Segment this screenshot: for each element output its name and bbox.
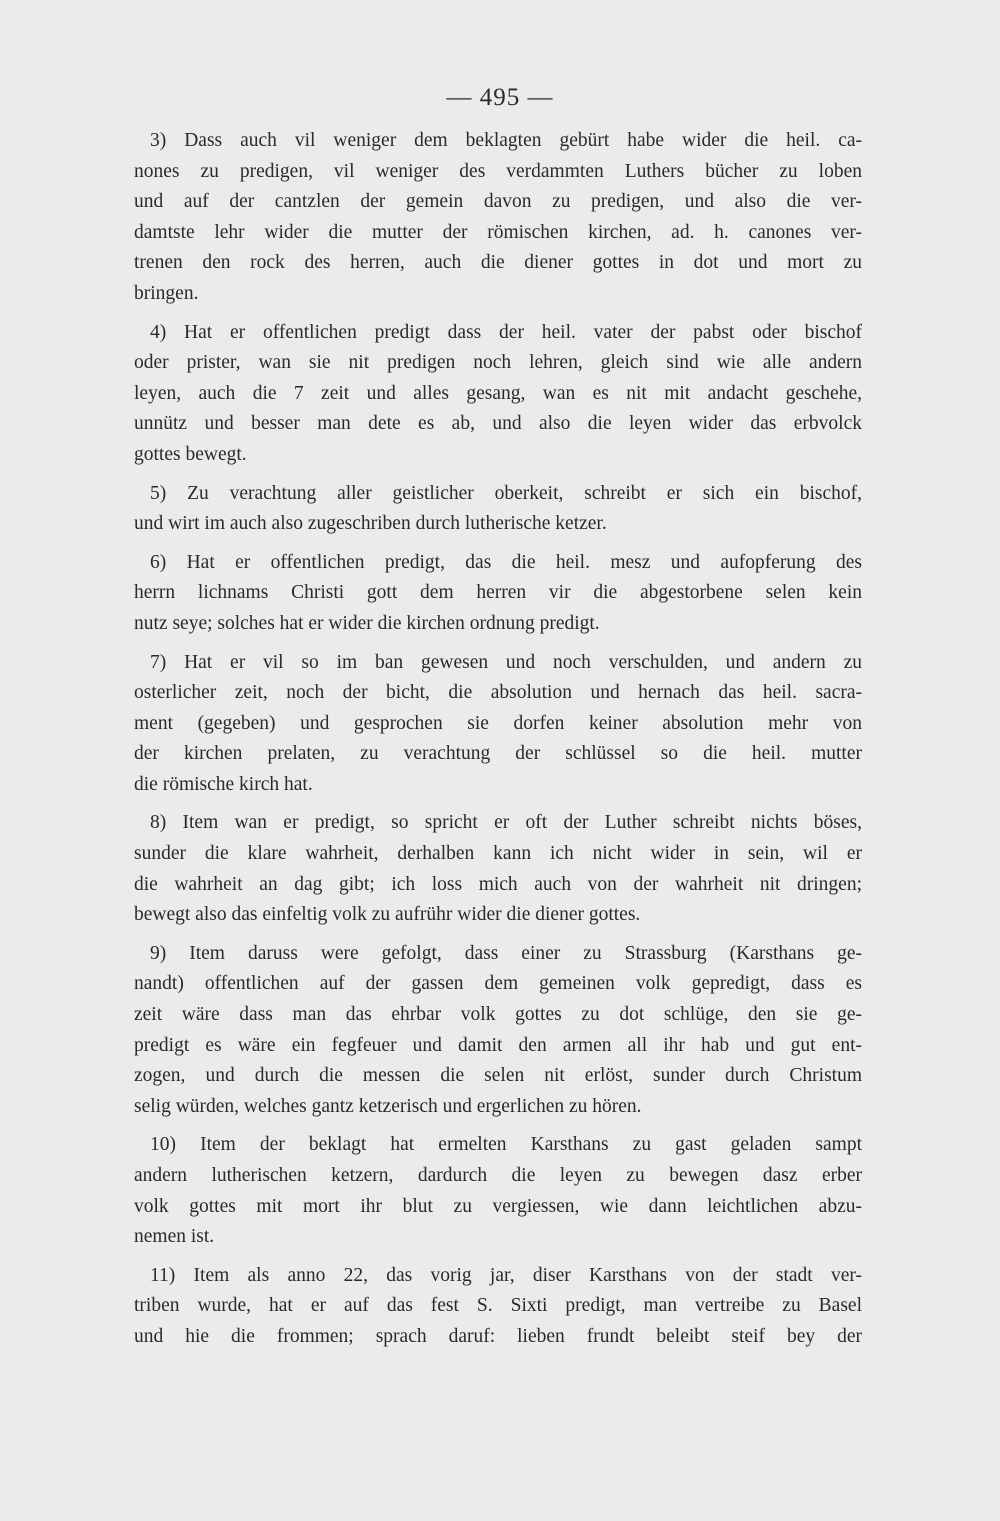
text-line: 9) Item daruss were gefolgt, dass einer zu Strassburg (Karsthans ge-	[150, 942, 862, 964]
text-line: ment (gegeben) und gesprochen sie dorfen keiner absolution mehr von	[134, 712, 862, 734]
text-line: 3) Dass auch vil weniger dem beklagten gebürt habe wider die heil. ca-	[150, 130, 862, 151]
paragraph	[134, 318, 862, 471]
page-number: — 495 —	[446, 84, 554, 111]
paragraph	[134, 648, 862, 801]
paragraph	[134, 126, 862, 310]
text-line: andern lutherischen ketzern, dardurch die leyen zu bewegen dasz erber	[134, 1165, 862, 1186]
paragraph	[134, 548, 862, 640]
text-line: und wirt im auch also zugeschriben durch lutherische ketzer.	[134, 513, 607, 535]
text-line: nutz seye; solches hat er wider die kirchen ordnung predigt.	[134, 612, 600, 634]
text-line: bewegt also das einfeltig volk zu aufrühr wider die diener gottes.	[134, 904, 641, 926]
text-line: trenen den rock des herren, auch die diener gottes in dot und mort zu	[134, 252, 862, 274]
text-line: 8) Item wan er predigt, so spricht er oft der Luther schreibt nichts böses,	[150, 812, 862, 834]
text-line: und hie die frommen; sprach daruf: lieben frundt beleibt steif bey der	[134, 1325, 862, 1347]
text-line: nemen ist.	[134, 1226, 215, 1248]
paragraph	[134, 808, 862, 930]
text-line: und auf der cantzlen der gemein davon zu predigen, und also die ver-	[134, 191, 862, 213]
text-line: osterlicher zeit, noch der bicht, die absolution und hernach das heil. sacra-	[134, 682, 862, 704]
text-line: predigt es wäre ein fegfeuer und damit den armen all ihr hab und gut ent-	[134, 1034, 862, 1056]
body-text	[134, 126, 862, 1361]
text-line: zogen, und durch die messen die selen nit erlöst, sunder durch Christum	[134, 1065, 862, 1087]
paragraph	[134, 1130, 862, 1252]
text-line: herrn lichnams Christi gott dem herren vir die abgestorbene selen kein	[134, 582, 862, 604]
text-line: 6) Hat er offentlichen predigt, das die heil. mesz und aufopferung des	[150, 551, 862, 573]
text-line: 4) Hat er offentlichen predigt dass der heil. vater der pabst oder bischof	[150, 321, 862, 343]
text-line: 5) Zu verachtung aller geistlicher oberkeit, schreibt er sich ein bischof,	[150, 482, 862, 504]
text-line: der kirchen prelaten, zu verachtung der schlüssel so die heil. mutter	[134, 743, 862, 765]
paragraph	[134, 939, 862, 1123]
text-line: unnütz und besser man dete es ab, und also die leyen wider das erbvolck	[134, 413, 862, 435]
text-line: die wahrheit an dag gibt; ich loss mich auch von der wahrheit nit dringen;	[134, 873, 862, 895]
paragraph	[134, 1261, 862, 1353]
text-line: volk gottes mit mort ihr blut zu vergiessen, wie dann leichtlichen abzu-	[134, 1195, 862, 1217]
paragraph	[134, 479, 862, 540]
text-line: zeit wäre dass man das ehrbar volk gottes zu dot schlüge, den sie ge-	[134, 1004, 862, 1026]
text-line: 11) Item als anno 22, das vorig jar, diser Karsthans von der stadt ver-	[150, 1264, 862, 1286]
text-line: bringen.	[134, 282, 199, 304]
text-line: triben wurde, hat er auf das fest S. Sixti predigt, man vertreibe zu Basel	[134, 1295, 862, 1317]
text-line: leyen, auch die 7 zeit und alles gesang, wan es nit mit andacht geschehe,	[134, 382, 862, 404]
text-line: nones zu predigen, vil weniger des verdammten Luthers bücher zu loben	[134, 160, 862, 182]
text-line: damtste lehr wider die mutter der römischen kirchen, ad. h. canones ver-	[134, 221, 862, 243]
text-line: 7) Hat er vil so im ban gewesen und noch verschulden, und andern zu	[150, 651, 862, 673]
text-line: nandt) offentlichen auf der gassen dem gemeinen volk gepredigt, dass es	[134, 973, 862, 995]
text-line: oder prister, wan sie nit predigen noch lehren, gleich sind wie alle andern	[134, 352, 862, 374]
text-line: gottes bewegt.	[134, 443, 247, 465]
text-line: selig würden, welches gantz ketzerisch und ergerlichen zu hören.	[134, 1095, 642, 1117]
text-line: sunder die klare wahrheit, derhalben kann ich nicht wider in sein, wil er	[134, 843, 862, 865]
text-line: 10) Item der beklagt hat ermelten Karsthans zu gast geladen sampt	[150, 1134, 862, 1156]
text-line: die römische kirch hat.	[134, 773, 313, 795]
